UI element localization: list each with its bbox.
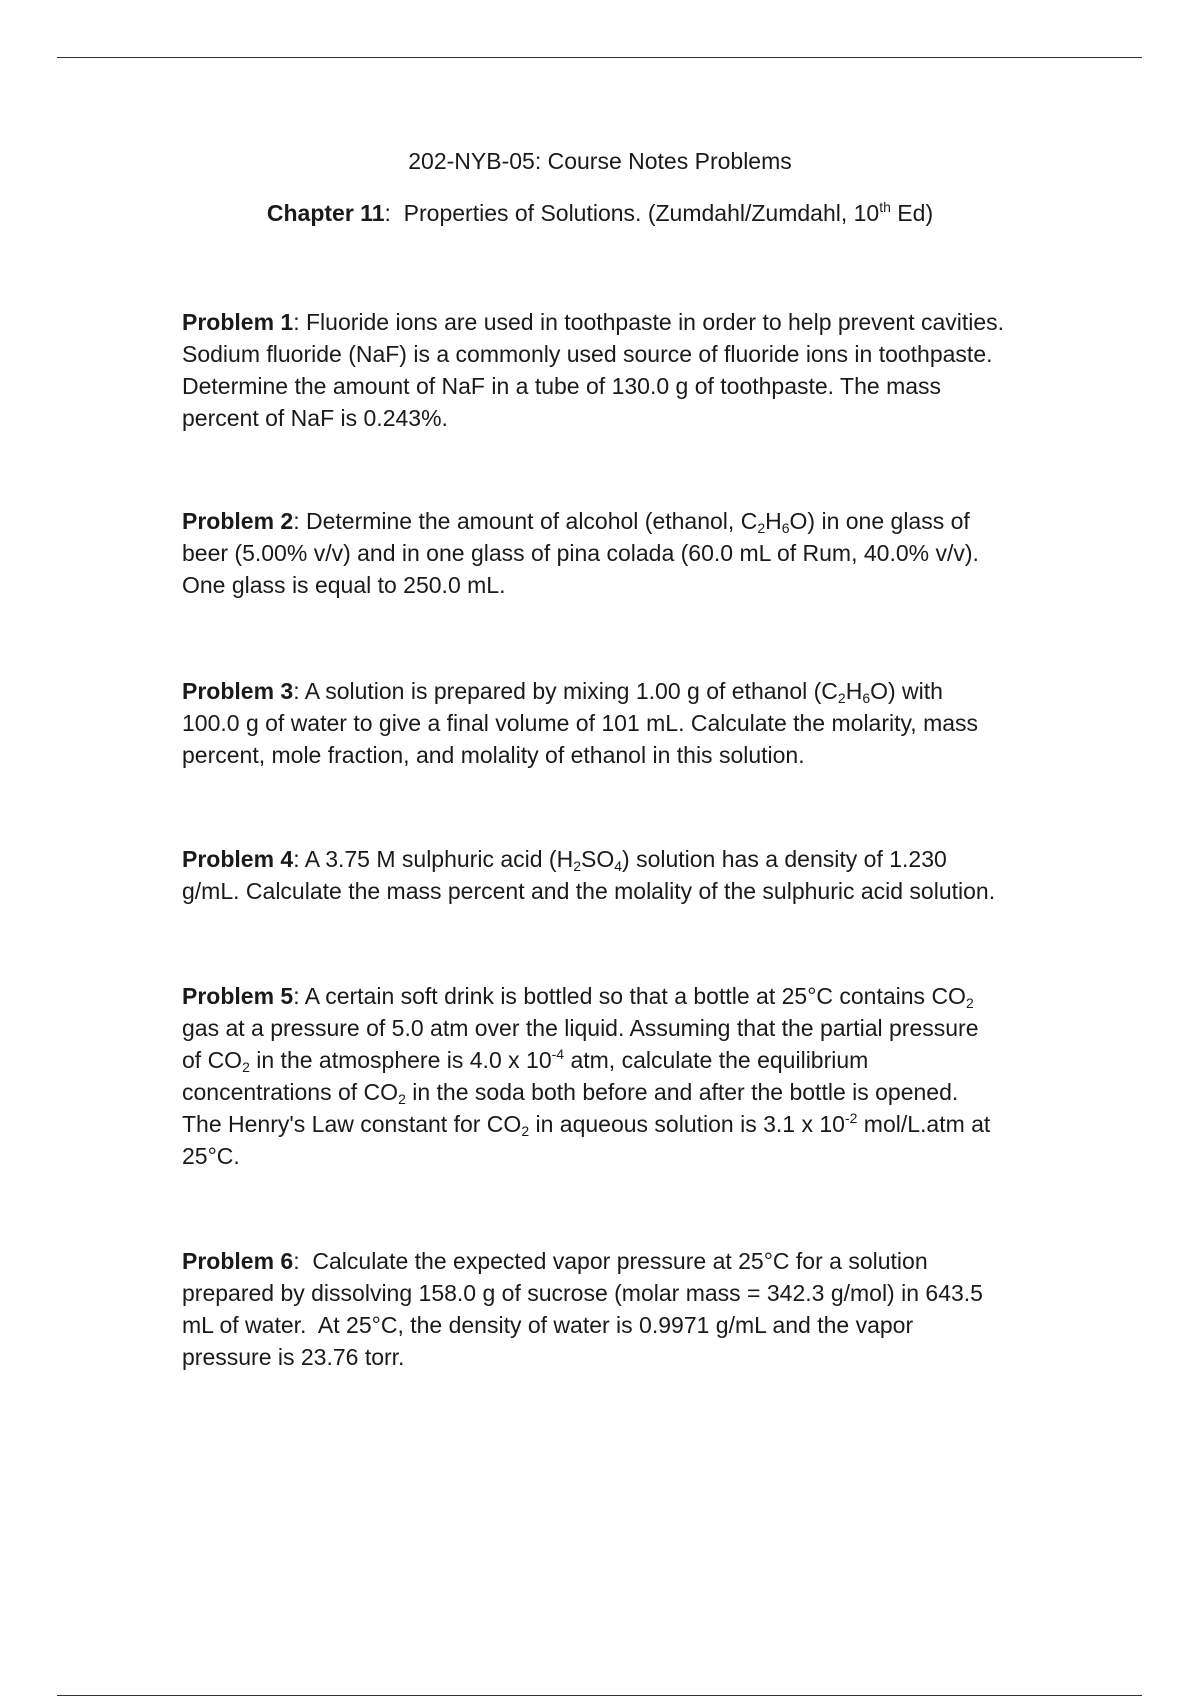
chapter-edition-sup: th [879, 199, 891, 215]
problem-label: Problem 3 [182, 678, 294, 704]
problem-text: H [765, 508, 782, 534]
problem-text: concentrations of CO [182, 1079, 399, 1105]
problem-line [182, 843, 1082, 875]
problem-text: Determine the amount of alcohol (ethanol, C [306, 508, 758, 534]
problem-text: Calculate the expected vapor pressure at 25°C for a solution [299, 1248, 928, 1274]
problem-line [182, 1076, 1082, 1108]
problem-text: in aqueous solution is 3.1 x 10 [529, 1111, 845, 1137]
problem-text: O) with [870, 678, 943, 704]
subscript: 2 [837, 690, 846, 706]
problem-2 [182, 505, 1082, 601]
problem-line [182, 1245, 1082, 1277]
label-colon: : [293, 983, 300, 1009]
problem-line [182, 1044, 1082, 1076]
problem-line: percent, mole fraction, and molality of ethanol in this solution. [182, 742, 805, 768]
chapter-colon: : [384, 200, 391, 226]
label-colon: : [293, 678, 300, 704]
superscript: -4 [551, 1046, 565, 1062]
problem-label: Problem 6 [182, 1248, 294, 1274]
subscript: 6 [862, 690, 871, 706]
subscript: 2 [242, 1059, 250, 1075]
problem-text: Fluoride ions are used in toothpaste in order to help prevent cavities. [306, 309, 1005, 335]
top-rule [57, 57, 1142, 58]
problem-line: mL of water. At 25°C, the density of water is 0.9971 g/mL and the vapor [182, 1312, 914, 1338]
chapter-label: Chapter 11 [266, 200, 385, 226]
superscript: -2 [844, 1110, 858, 1126]
problem-line [182, 675, 1082, 707]
problem-line [182, 505, 1082, 537]
bottom-rule [57, 1695, 1142, 1696]
subscript: 2 [398, 1091, 406, 1107]
problem-text: A 3.75 M sulphuric acid (H [304, 846, 574, 872]
problem-label: Problem 5 [182, 983, 294, 1009]
problem-3 [182, 675, 1082, 771]
problem-line: 100.0 g of water to give a final volume of 101 mL. Calculate the molarity, mass [182, 710, 979, 736]
subscript: 2 [965, 995, 974, 1011]
problem-line: One glass is equal to 250.0 mL. [182, 572, 506, 598]
label-colon: : [293, 309, 300, 335]
problem-text: SO [580, 846, 615, 872]
problem-label: Problem 1 [182, 309, 294, 335]
problem-line: 25°C. [182, 1143, 240, 1169]
subscript: 4 [614, 858, 623, 874]
problem-5 [182, 980, 1082, 1172]
problem-6 [182, 1245, 1082, 1373]
course-title [0, 146, 1200, 176]
problem-text: of CO [182, 1047, 243, 1073]
problem-line: percent of NaF is 0.243%. [182, 405, 448, 431]
problem-line [182, 1108, 1082, 1140]
problem-line [182, 306, 1082, 338]
problem-line [182, 980, 1082, 1012]
course-title-text: 202-NYB-05: Course Notes Problems [408, 148, 792, 174]
problem-line: prepared by dissolving 158.0 g of sucrose (molar mass = 342.3 g/mol) in 643.5 [182, 1280, 983, 1306]
chapter-title [0, 198, 1200, 228]
problem-line: gas at a pressure of 5.0 atm over the liquid. Assuming that the partial pressure [182, 1015, 979, 1041]
problem-line: Determine the amount of NaF in a tube of 130.0 g of toothpaste. The mass [182, 373, 942, 399]
label-colon: : [293, 846, 300, 872]
chapter-title-text: Properties of Solutions. (Zumdahl/Zumdahl, 10 [403, 200, 880, 226]
problem-label: Problem 4 [182, 846, 294, 872]
problem-4 [182, 843, 1082, 907]
chapter-title-end: Ed) [890, 200, 934, 226]
label-colon: : [293, 508, 300, 534]
problem-text: O) in one glass of [789, 508, 970, 534]
problem-line: beer (5.00% v/v) and in one glass of pina colada (60.0 mL of Rum, 40.0% v/v). [182, 540, 979, 566]
problem-text: A solution is prepared by mixing 1.00 g of ethanol (C [304, 678, 838, 704]
problem-text: atm, calculate the equilibrium [564, 1047, 869, 1073]
problem-text: The Henry's Law constant for CO [182, 1111, 522, 1137]
problem-line: g/mL. Calculate the mass percent and the molality of the sulphuric acid solution. [182, 878, 996, 904]
problem-1 [182, 306, 1082, 434]
problem-text: ) solution has a density of 1.230 [622, 846, 947, 872]
problem-line: pressure is 23.76 torr. [182, 1344, 405, 1370]
problem-text: A certain soft drink is bottled so that a bottle at 25°C contains CO [304, 983, 966, 1009]
subscript: 6 [781, 520, 790, 536]
problem-text: H [845, 678, 863, 704]
problem-text: in the soda both before and after the bottle is opened. [405, 1079, 959, 1105]
problem-text: mol/L.atm at [857, 1111, 991, 1137]
problem-line: Sodium fluoride (NaF) is a commonly used source of fluoride ions in toothpaste. [182, 341, 993, 367]
label-colon: : [293, 1248, 300, 1274]
problem-text: in the atmosphere is 4.0 x 10 [249, 1047, 552, 1073]
problem-label: Problem 2 [182, 508, 294, 534]
subscript: 2 [757, 520, 766, 536]
subscript: 2 [573, 858, 581, 874]
subscript: 2 [521, 1123, 530, 1139]
